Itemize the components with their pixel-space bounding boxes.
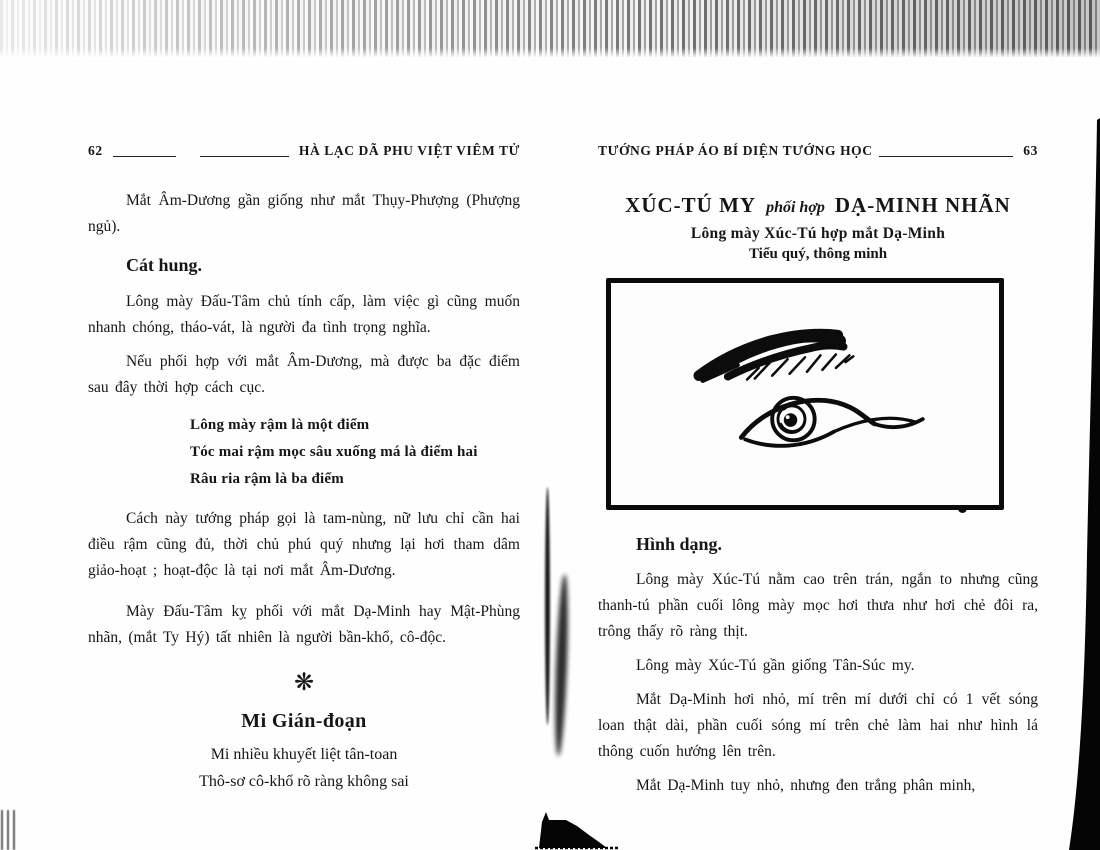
scan-texture-strip-fade <box>0 48 1100 60</box>
section-heading-hinh-dang: Hình dạng. <box>636 534 723 554</box>
right-page-number: 63 <box>1023 143 1038 158</box>
header-rule <box>200 156 289 157</box>
paragraph: Lông mày Đấu-Tâm chủ tính cấp, làm việc gì cũng muốn nhanh chóng, tháo-vát, là người đa tình trọng nghĩa. <box>88 293 520 336</box>
right-running-title: TƯỚNG PHÁP ÁO BÍ DIỆN TƯỚNG HỌC <box>598 143 873 158</box>
paragraph: Cách này tướng pháp gọi là tam-nùng, nữ lưu chỉ cần hai điều rậm cũng đủ, thời chủ phú quý nhưng lại hơi tham dâm giảo-hoạt ; hoạt-độc là tại nơi mắt Âm-Dương. <box>88 510 520 579</box>
scan-edge-marks <box>1 810 15 850</box>
paragraph: Nếu phối hợp với mắt Âm-Dương, mà được ba đặc điểm sau đây thời hợp cách cục. <box>88 353 520 396</box>
paragraph: Lông mày Xúc-Tú gần giống Tân-Súc my. <box>636 657 915 674</box>
chapter-title-part1: XÚC-TÚ MY <box>625 193 757 217</box>
right-running-header <box>598 143 1038 159</box>
section-heading-cat-hung: Cát hung. <box>126 255 203 275</box>
poem-block <box>88 741 520 795</box>
header-rule <box>879 156 1014 157</box>
verse-block <box>190 412 520 493</box>
left-running-title: HÀ LẠC DÃ PHU VIỆT VIÊM TỬ <box>298 143 520 158</box>
verse-line: Tóc mai rậm mọc sâu xuống má là điểm hai <box>190 444 478 460</box>
page-62 <box>88 143 520 795</box>
header-rule <box>113 156 176 157</box>
figure-eyebrow-eye-sketch <box>606 278 1004 510</box>
chapter-subtitle-2: Tiểu quý, thông minh <box>748 246 888 262</box>
page-63 <box>598 143 1038 799</box>
verse-line: Râu ria rậm là ba điểm <box>190 471 344 487</box>
left-running-header <box>88 143 520 159</box>
verse-line: Lông mày rậm là một điểm <box>190 417 370 433</box>
chapter-title-part2: phối hợp <box>766 199 825 216</box>
paragraph: Lông mày Xúc-Tú nằm cao trên trán, ngắn to nhưng cũng thanh-tú phần cuối lông mày mọc hơi thưa như hơi chẻ đôi ra, trông thấy rõ ràng thịt. <box>598 571 1038 640</box>
eyebrow-eye-illustration-icon <box>611 283 999 505</box>
chapter-title-part3: DẠ-MINH NHÃN <box>834 193 1011 217</box>
scan-ink-blotch <box>533 808 625 850</box>
paragraph: Mày Đấu-Tâm kỵ phối với mắt Dạ-Minh hay Mật-Phùng nhãn, (mắt Ty Hý) tất nhiên là người bần-khổ, cô-độc. <box>88 603 520 646</box>
paragraph: Mắt Dạ-Minh tuy nhỏ, nhưng đen trắng phân minh, <box>636 777 976 794</box>
poem-line: Mi nhiều khuyết liệt tân-toan <box>210 746 398 763</box>
ornament-flower-asterisk-icon: ❋ <box>293 670 315 696</box>
left-page-number: 62 <box>88 143 103 158</box>
paragraph: Mắt Dạ-Minh hơi nhỏ, mí trên mí dưới chỉ có 1 vết sóng loan thật dài, phần cuối sóng mí trên chẻ làm hai như hình lá thông cuốn hướng lên trên. <box>598 691 1038 760</box>
chapter-subtitle: Lông mày Xúc-Tú hợp mắt Dạ-Minh <box>690 225 946 242</box>
paragraph: Mắt Âm-Dương gần giống như mắt Thụy-Phượng (Phượng ngủ). <box>88 192 520 235</box>
poem-line: Thô-sơ cô-khổ rõ ràng không sai <box>199 773 409 790</box>
scan-gutter-streak <box>545 487 550 725</box>
subsection-heading-mi-gian-doan: Mi Gián-đoạn <box>241 710 367 732</box>
scan-shadow-right-edge <box>1056 0 1100 850</box>
scan-gutter-streak <box>553 574 570 756</box>
chapter-title <box>598 193 1038 218</box>
